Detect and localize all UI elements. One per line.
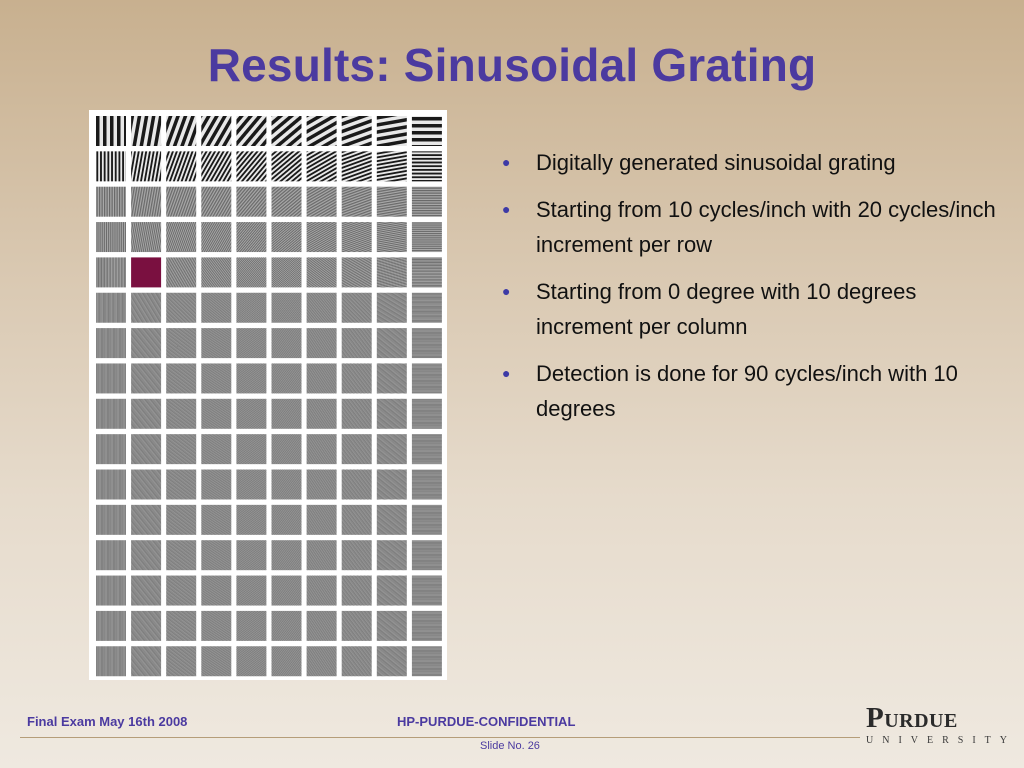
grating-cell-r2-c7: [342, 187, 372, 217]
grating-cell-r5-c2: [166, 293, 196, 323]
grating-cell-r2-c0: [96, 187, 126, 217]
grating-cell-r11-c6: [307, 505, 337, 535]
bullet-text: Digitally generated sinusoidal grating: [536, 150, 896, 175]
grating-cell-r13-c1: [131, 576, 161, 606]
grating-cell-r14-c0: [96, 611, 126, 641]
grating-cell-r13-c3: [201, 576, 231, 606]
grating-cell-r5-c1: [131, 293, 161, 323]
grating-cell-r15-c3: [201, 646, 231, 676]
bullet-item: [500, 274, 1000, 344]
grating-cell-r11-c4: [236, 505, 266, 535]
grating-cell-r1-c6: [307, 151, 337, 181]
grating-cell-r7-c6: [307, 363, 337, 393]
grating-cell-r3-c1: [131, 222, 161, 252]
grating-cell-r4-c8: [377, 257, 407, 287]
grating-cell-r5-c9: [412, 293, 442, 323]
grating-cell-r14-c4: [236, 611, 266, 641]
bullet-icon: ●: [502, 201, 511, 217]
grating-cell-r12-c8: [377, 540, 407, 570]
grating-cell-r7-c1: [131, 363, 161, 393]
grating-cell-r1-c1: [131, 151, 161, 181]
grating-cell-r10-c8: [377, 470, 407, 500]
grating-cell-r11-c5: [272, 505, 302, 535]
grating-cell-r12-c1: [131, 540, 161, 570]
grating-cell-r3-c4: [236, 222, 266, 252]
grating-cell-r4-c6: [307, 257, 337, 287]
grating-cell-r13-c7: [342, 576, 372, 606]
grating-cell-r3-c6: [307, 222, 337, 252]
bullet-item: [500, 145, 1000, 180]
grating-cell-r12-c9: [412, 540, 442, 570]
grating-cell-r9-c2: [166, 434, 196, 464]
grating-cell-r13-c8: [377, 576, 407, 606]
grating-cell-r9-c9: [412, 434, 442, 464]
grating-cell-r15-c2: [166, 646, 196, 676]
grating-cell-r3-c8: [377, 222, 407, 252]
grating-cell-r15-c1: [131, 646, 161, 676]
grating-cell-r7-c8: [377, 363, 407, 393]
grating-cell-r8-c8: [377, 399, 407, 429]
logo-name: Purdue: [866, 702, 958, 734]
grating-cell-r9-c8: [377, 434, 407, 464]
grating-cell-r14-c5: [272, 611, 302, 641]
grating-cell-r0-c9: [412, 116, 442, 146]
grating-cell-r14-c2: [166, 611, 196, 641]
grating-cell-r11-c2: [166, 505, 196, 535]
grating-cell-r14-c9: [412, 611, 442, 641]
bullet-icon: ●: [502, 283, 511, 299]
grating-cell-r2-c5: [272, 187, 302, 217]
grating-cell-r9-c5: [272, 434, 302, 464]
grating-cell-r12-c6: [307, 540, 337, 570]
grating-cell-r7-c2: [166, 363, 196, 393]
grating-cell-r9-c7: [342, 434, 372, 464]
grating-cell-r14-c1: [131, 611, 161, 641]
grating-cell-r6-c3: [201, 328, 231, 358]
grating-cell-r13-c0: [96, 576, 126, 606]
grating-cell-r4-c7: [342, 257, 372, 287]
grating-cell-r12-c3: [201, 540, 231, 570]
grating-cell-r4-c9: [412, 257, 442, 287]
bullet-text: Starting from 10 cycles/inch with 20 cycles/inch increment per row: [536, 197, 996, 257]
bullet-text: Detection is done for 90 cycles/inch with 10 degrees: [536, 361, 958, 421]
grating-cell-r3-c9: [412, 222, 442, 252]
bullet-text: Starting from 0 degree with 10 degrees increment per column: [536, 279, 917, 339]
bullet-icon: ●: [502, 154, 511, 170]
grating-cell-r7-c0: [96, 363, 126, 393]
grating-cell-r2-c1: [131, 187, 161, 217]
grating-cell-r2-c3: [201, 187, 231, 217]
grating-cell-r1-c2: [166, 151, 196, 181]
grating-cell-r9-c0: [96, 434, 126, 464]
grating-cell-r9-c3: [201, 434, 231, 464]
grating-cell-r6-c7: [342, 328, 372, 358]
grating-cell-r10-c3: [201, 470, 231, 500]
grating-cell-r5-c8: [377, 293, 407, 323]
grating-cell-r5-c5: [272, 293, 302, 323]
grating-cell-r11-c3: [201, 505, 231, 535]
grating-cell-r4-c0: [96, 257, 126, 287]
grating-cell-r6-c4: [236, 328, 266, 358]
grating-cell-r1-c7: [342, 151, 372, 181]
footer-confidential: HP-PURDUE-CONFIDENTIAL: [397, 714, 576, 729]
grating-cell-r8-c9: [412, 399, 442, 429]
grating-cell-r1-c5: [272, 151, 302, 181]
grating-cell-r7-c5: [272, 363, 302, 393]
sinusoidal-grating-grid: [89, 110, 447, 680]
grating-cell-r12-c5: [272, 540, 302, 570]
grating-cell-r8-c4: [236, 399, 266, 429]
grating-cell-r10-c5: [272, 470, 302, 500]
grating-cell-r1-c4: [236, 151, 266, 181]
grating-cell-r4-c5: [272, 257, 302, 287]
grating-cell-r3-c2: [166, 222, 196, 252]
slide-title: Results: Sinusoidal Grating: [207, 39, 817, 91]
grating-cell-r8-c1: [131, 399, 161, 429]
grating-cell-r5-c6: [307, 293, 337, 323]
grating-cell-r7-c9: [412, 363, 442, 393]
grating-cell-r12-c7: [342, 540, 372, 570]
grating-cell-r1-c8: [377, 151, 407, 181]
grating-cell-r2-c2: [166, 187, 196, 217]
grating-cell-r11-c1: [131, 505, 161, 535]
grating-cell-r8-c7: [342, 399, 372, 429]
grating-cell-r0-c7: [342, 116, 372, 146]
grating-cell-r0-c4: [236, 116, 266, 146]
grating-cell-r9-c1: [131, 434, 161, 464]
bullet-item: [500, 356, 1000, 426]
grating-cell-r3-c7: [342, 222, 372, 252]
footer-divider: [20, 737, 860, 738]
grating-cell-r7-c4: [236, 363, 266, 393]
grating-cell-r3-c0: [96, 222, 126, 252]
grating-cell-r6-c9: [412, 328, 442, 358]
grating-cell-r8-c2: [166, 399, 196, 429]
grating-cell-r15-c6: [307, 646, 337, 676]
grating-cell-r0-c5: [272, 116, 302, 146]
grating-cell-r1-c3: [201, 151, 231, 181]
grating-cell-r12-c4: [236, 540, 266, 570]
grating-cell-r15-c4: [236, 646, 266, 676]
grating-cell-r8-c3: [201, 399, 231, 429]
grating-cell-r11-c8: [377, 505, 407, 535]
grating-cell-r0-c2: [166, 116, 196, 146]
grating-cell-r8-c0: [96, 399, 126, 429]
grating-cell-r4-c2: [166, 257, 196, 287]
grating-cell-r1-c9: [412, 151, 442, 181]
grating-cell-r15-c0: [96, 646, 126, 676]
grating-cell-r10-c0: [96, 470, 126, 500]
grating-cell-r10-c4: [236, 470, 266, 500]
grating-cell-r0-c1: [131, 116, 161, 146]
grating-cell-r6-c8: [377, 328, 407, 358]
grating-cell-r10-c6: [307, 470, 337, 500]
grating-cell-r12-c2: [166, 540, 196, 570]
grating-cell-r11-c0: [96, 505, 126, 535]
grating-cell-r9-c4: [236, 434, 266, 464]
grating-cell-r14-c6: [307, 611, 337, 641]
grating-cell-r8-c6: [307, 399, 337, 429]
grating-cell-r3-c3: [201, 222, 231, 252]
grating-cell-r10-c7: [342, 470, 372, 500]
grating-cell-r13-c6: [307, 576, 337, 606]
grating-cell-r12-c0: [96, 540, 126, 570]
grating-cell-r4-c4: [236, 257, 266, 287]
grating-cell-r9-c6: [307, 434, 337, 464]
grating-cell-r6-c5: [272, 328, 302, 358]
grating-cell-r2-c8: [377, 187, 407, 217]
grating-cell-r0-c3: [201, 116, 231, 146]
grating-cell-r13-c2: [166, 576, 196, 606]
grating-cell-r14-c7: [342, 611, 372, 641]
grating-cell-r2-c9: [412, 187, 442, 217]
grating-cell-r10-c9: [412, 470, 442, 500]
grating-cell-r7-c7: [342, 363, 372, 393]
grating-cell-r6-c0: [96, 328, 126, 358]
bullet-list: [500, 145, 1000, 438]
grating-cell-r6-c2: [166, 328, 196, 358]
grating-cell-r0-c6: [307, 116, 337, 146]
grating-cell-r13-c4: [236, 576, 266, 606]
grating-cell-r2-c4: [236, 187, 266, 217]
grating-cell-r4-c3: [201, 257, 231, 287]
bullet-icon: ●: [502, 365, 511, 381]
grating-cell-r1-c0: [96, 151, 126, 181]
grating-cell-r15-c9: [412, 646, 442, 676]
grating-cell-r5-c4: [236, 293, 266, 323]
logo-subtext: UNIVERSITY: [866, 735, 1016, 746]
slide-number: Slide No. 26: [480, 740, 540, 752]
grating-grid-svg: [89, 110, 447, 680]
grating-cell-r11-c9: [412, 505, 442, 535]
grating-cell-r13-c5: [272, 576, 302, 606]
grating-cell-r3-c5: [272, 222, 302, 252]
grating-cell-r6-c1: [131, 328, 161, 358]
grating-cell-r5-c7: [342, 293, 372, 323]
bullet-item: [500, 192, 1000, 262]
grating-cell-r11-c7: [342, 505, 372, 535]
grating-cell-r0-c8: [377, 116, 407, 146]
purdue-logo: [866, 702, 1016, 749]
grating-cell-r14-c3: [201, 611, 231, 641]
footer-date: Final Exam May 16th 2008: [27, 714, 188, 729]
grating-cell-r15-c8: [377, 646, 407, 676]
grating-cell-r10-c2: [166, 470, 196, 500]
grating-cell-r0-c0: [96, 116, 126, 146]
grating-cell-r13-c9: [412, 576, 442, 606]
grating-cell-r5-c0: [96, 293, 126, 323]
grating-cell-r6-c6: [307, 328, 337, 358]
grating-cell-r2-c6: [307, 187, 337, 217]
grating-cell-r8-c5: [272, 399, 302, 429]
grating-cell-r7-c3: [201, 363, 231, 393]
grating-cell-r14-c8: [377, 611, 407, 641]
grating-cell-r10-c1: [131, 470, 161, 500]
grating-cell-highlighted: [131, 257, 161, 287]
grating-cell-r5-c3: [201, 293, 231, 323]
grating-cell-r15-c5: [272, 646, 302, 676]
grating-cell-r15-c7: [342, 646, 372, 676]
